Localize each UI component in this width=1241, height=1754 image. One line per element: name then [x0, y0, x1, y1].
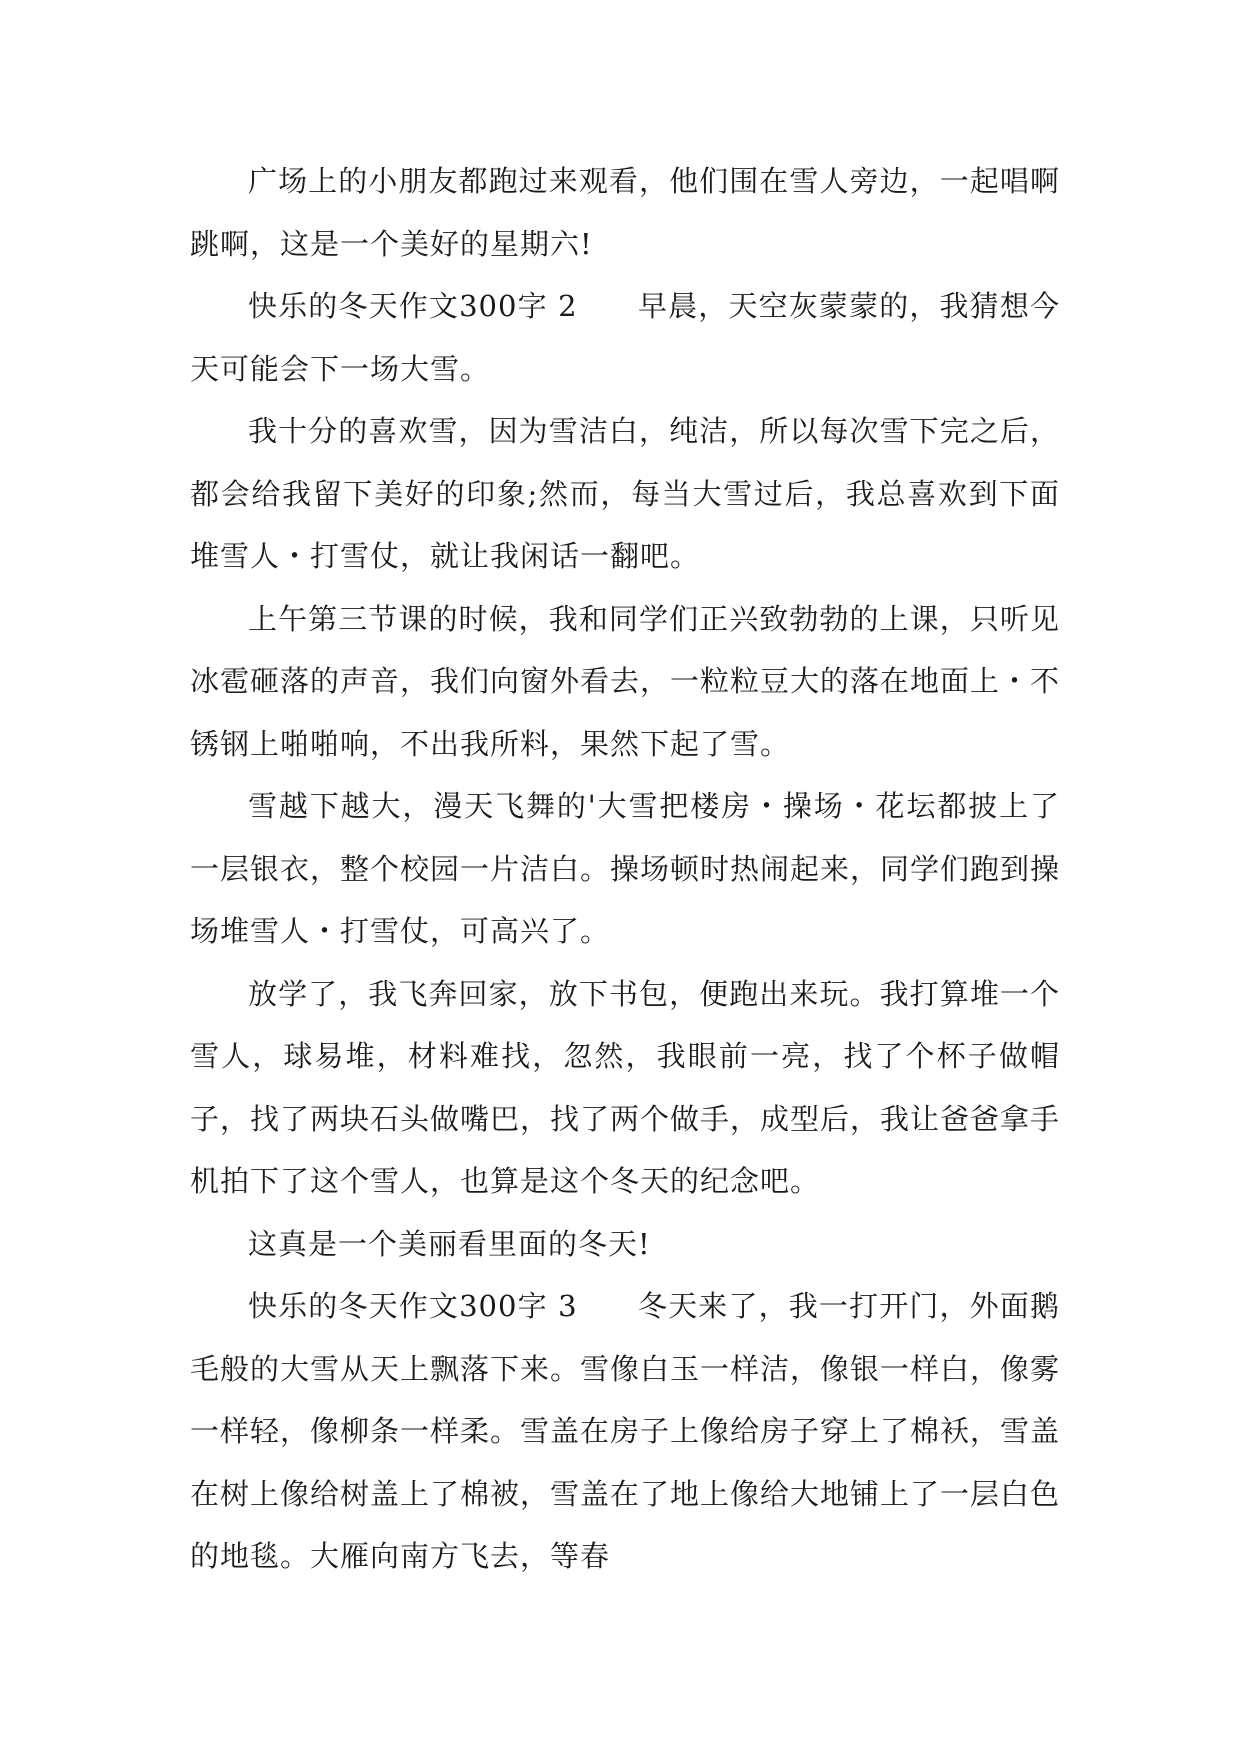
paragraph-7: 这真是一个美丽看里面的冬天!	[248, 1226, 651, 1261]
document-body	[190, 150, 1060, 1588]
paragraph-3: 我十分的喜欢雪，因为雪洁白，纯洁，所以每次雪下完之后，都会给我留下美好的印象;然而，每当大雪过后，我总喜欢到下面堆雪人・打雪仗，就让我闲话一翻吧。	[190, 414, 1060, 573]
paragraph-2: 快乐的冬天作文300字 2 早晨，天空灰蒙蒙的，我猜想今天可能会下一场大雪。	[190, 289, 1060, 386]
paragraph-4: 上午第三节课的时候，我和同学们正兴致勃勃的上课，只听见冰雹砸落的声音，我们向窗外看去，一粒粒豆大的落在地面上・不锈钢上啪啪响，不出我所料，果然下起了雪。	[190, 601, 1061, 761]
paragraph-8: 快乐的冬天作文300字 3 冬天来了，我一打开门，外面鹅毛般的大雪从天上飘落下来。雪像白玉一样洁，像银一样白，像雾一样轻，像柳条一样柔。雪盖在房子上像给房子穿上了棉袄，雪盖在树上像给树盖上了棉被，雪盖在了地上像给大地铺上了一层白色的地毯。大雁向南方飞去，等春	[190, 1289, 1061, 1573]
paragraph-1: 广场上的小朋友都跑过来观看，他们围在雪人旁边，一起唱啊跳啊，这是一个美好的星期六!	[190, 164, 1060, 261]
paragraph-6: 放学了，我飞奔回家，放下书包，便跑出来玩。我打算堆一个雪人，球易堆，材料难找，忽然，我眼前一亮，找了个杯子做帽子，找了两块石头做嘴巴，找了两个做手，成型后，我让爸爸拿手机拍下了这个雪人，也算是这个冬天的纪念吧。	[190, 976, 1061, 1198]
paragraph-5: 雪越下越大，漫天飞舞的'大雪把楼房・操场・花坛都披上了一层银衣，整个校园一片洁白。操场顿时热闹起来，同学们跑到操场堆雪人・打雪仗，可高兴了。	[190, 789, 1061, 948]
